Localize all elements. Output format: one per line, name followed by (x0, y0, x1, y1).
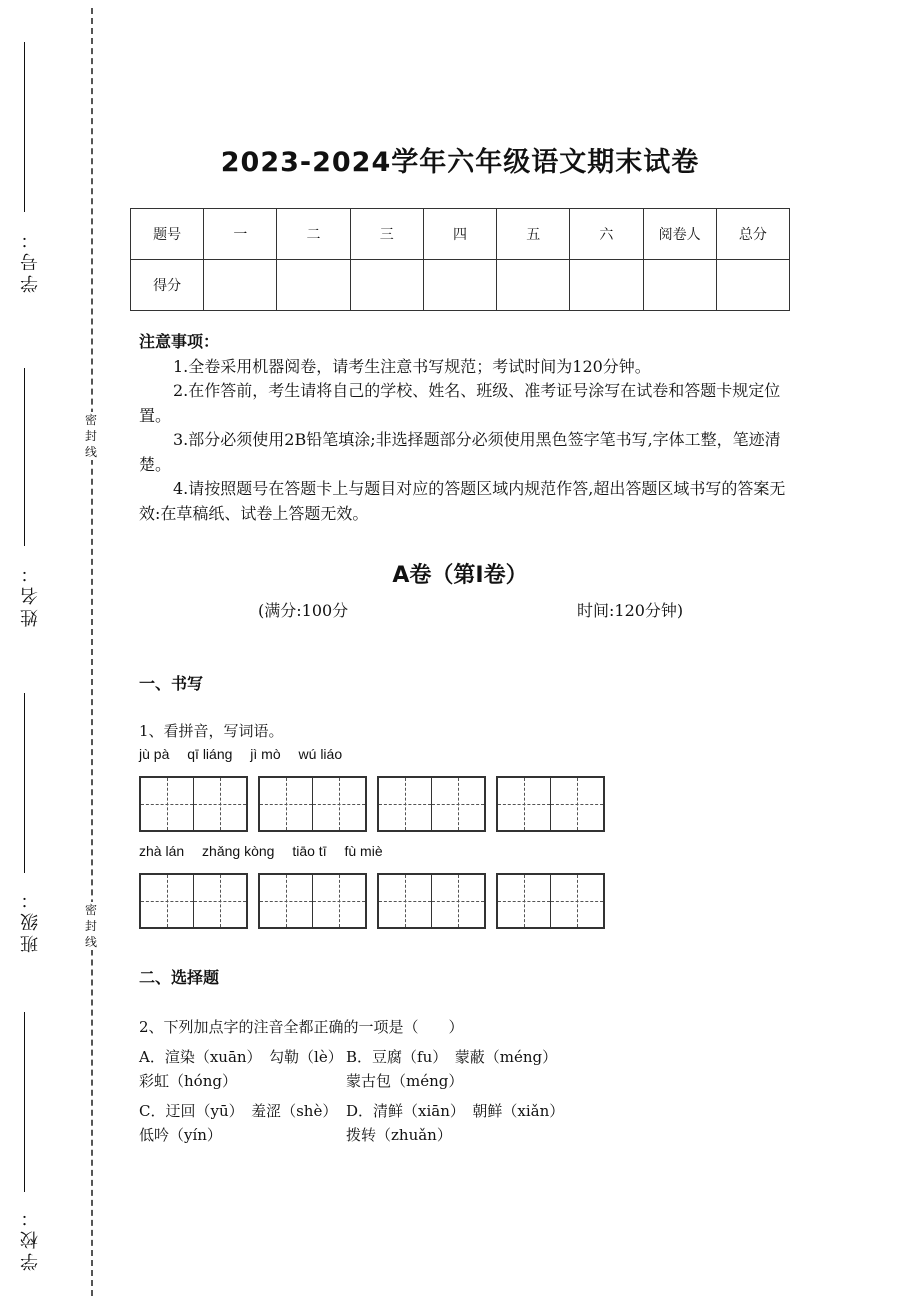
score-header-cell: 四 (423, 209, 496, 260)
class-underline (24, 693, 25, 873)
question-2: 2、下列加点字的注音全都正确的一项是（ ） (139, 1018, 464, 1036)
option-c-cont: 低吟（yín） (139, 1126, 222, 1144)
writing-grid-row-2 (139, 873, 615, 929)
score-cell (570, 260, 643, 311)
school-label: 学校： (20, 1205, 41, 1271)
option-b[interactable]: B．豆腐（fu） 蒙蔽（méng） (346, 1048, 558, 1066)
score-header-cell: 三 (350, 209, 423, 260)
student-id-label: 学号： (20, 227, 41, 293)
char-cell[interactable] (379, 875, 431, 927)
char-cell[interactable] (141, 778, 193, 830)
option-a-cont: 彩虹（hóng） (139, 1072, 237, 1090)
score-table-header-row (131, 209, 790, 260)
char-cell[interactable] (431, 778, 484, 830)
writing-box[interactable] (258, 873, 367, 929)
pinyin-row-2 (139, 843, 397, 859)
char-cell[interactable] (312, 778, 365, 830)
binding-margin (0, 0, 100, 1302)
score-cell (423, 260, 496, 311)
score-header-cell: 题号 (131, 209, 204, 260)
char-cell[interactable] (550, 778, 603, 830)
score-cell (277, 260, 350, 311)
pinyin: jì mò (250, 746, 281, 762)
school-underline (24, 1012, 25, 1192)
pinyin: zhǎng kòng (202, 843, 275, 859)
option-a[interactable]: A．渲染（xuān） 勾勒（lè） (139, 1048, 343, 1066)
char-cell[interactable] (260, 778, 312, 830)
option-d-cont: 拨转（zhuǎn） (346, 1126, 452, 1144)
writing-box[interactable] (377, 776, 486, 832)
writing-box[interactable] (139, 873, 248, 929)
score-cell (350, 260, 423, 311)
score-header-cell: 六 (570, 209, 643, 260)
time-limit: 时间:120分钟) (577, 601, 684, 620)
option-c[interactable]: C．迂回（yū） 羞涩（shè） (139, 1102, 338, 1120)
char-cell[interactable] (193, 875, 246, 927)
pinyin: tiāo tī (292, 843, 327, 859)
pinyin: wú liáo (298, 746, 343, 762)
writing-box[interactable] (258, 776, 367, 832)
pinyin-row-1 (139, 746, 356, 762)
score-table (130, 208, 790, 311)
seal-text-upper: 密 封 线 (82, 412, 100, 460)
student-id-underline (24, 42, 25, 212)
score-cell (497, 260, 570, 311)
part2-title: 二、选择题 (139, 968, 220, 987)
score-header-cell: 阅卷人 (643, 209, 716, 260)
char-cell[interactable] (498, 778, 550, 830)
writing-box[interactable] (496, 873, 605, 929)
char-cell[interactable] (550, 875, 603, 927)
writing-box[interactable] (377, 873, 486, 929)
option-b-cont: 蒙古包（méng） (346, 1072, 464, 1090)
pinyin: qī liáng (187, 746, 233, 762)
pinyin: zhà lán (139, 843, 185, 859)
note-item: 4.请按照题号在答题卡上与题目对应的答题区域内规范作答,超出答题区域书写的答案无效:在草稿纸、试卷上答题无效。 (139, 479, 786, 523)
score-header-cell: 五 (497, 209, 570, 260)
score-table-score-row (131, 260, 790, 311)
writing-box[interactable] (139, 776, 248, 832)
name-label: 姓名： (20, 561, 41, 627)
class-label: 班级： (20, 887, 41, 953)
char-cell[interactable] (141, 875, 193, 927)
note-item: 3.部分必须使用2B铅笔填涂;非选择题部分必须使用黑色签字笔书写,字体工整，笔迹清楚。 (139, 430, 781, 474)
exam-title: 2023-2024学年六年级语文期末试卷 (220, 147, 700, 178)
score-header-cell: 一 (204, 209, 277, 260)
score-cell (204, 260, 277, 311)
char-cell[interactable] (379, 778, 431, 830)
pinyin: fù miè (344, 843, 383, 859)
exam-notes (139, 330, 787, 526)
score-row-label: 得分 (131, 260, 204, 311)
pinyin: jù pà (139, 746, 170, 762)
name-underline (24, 368, 25, 546)
char-cell[interactable] (312, 875, 365, 927)
char-cell[interactable] (431, 875, 484, 927)
writing-box[interactable] (496, 776, 605, 832)
score-cell (716, 260, 789, 311)
char-cell[interactable] (260, 875, 312, 927)
char-cell[interactable] (193, 778, 246, 830)
score-header-cell: 二 (277, 209, 350, 260)
seal-dashed-line (91, 8, 93, 1296)
score-cell (643, 260, 716, 311)
writing-grid-row-1 (139, 776, 615, 832)
score-header-cell: 总分 (716, 209, 789, 260)
full-score: (满分:100分 (258, 601, 349, 620)
notes-heading: 注意事项： (139, 332, 220, 351)
question-1: 1、看拼音，写词语。 (139, 722, 284, 740)
section-title: A卷（第Ⅰ卷） (392, 563, 528, 588)
note-item: 1.全卷采用机器阅卷，请考生注意书写规范；考试时间为120分钟。 (173, 356, 651, 376)
option-d[interactable]: D．清鲜（xiān） 朝鲜（xiǎn） (346, 1102, 565, 1120)
seal-text-lower: 密 封 线 (82, 902, 100, 950)
char-cell[interactable] (498, 875, 550, 927)
part1-title: 一、书写 (139, 674, 204, 693)
note-item: 2.在作答前，考生请将自己的学校、姓名、班级、准考证号涂写在试卷和答题卡规定位置。 (139, 381, 781, 425)
